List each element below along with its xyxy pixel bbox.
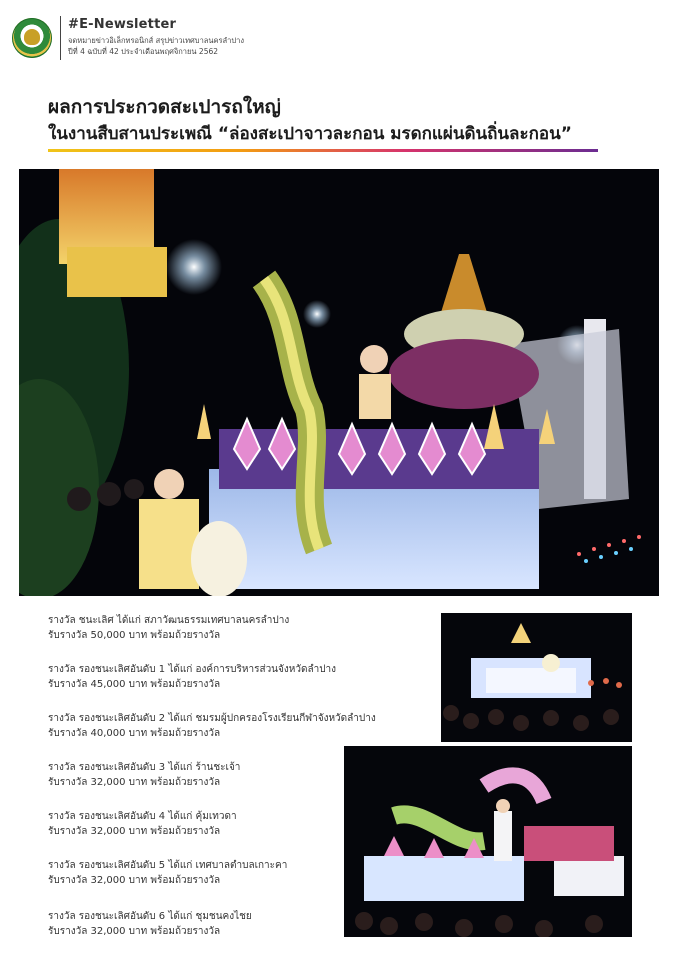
award-prize: รับรางวัล 32,000 บาท พร้อมถ้วยรางวัล bbox=[48, 777, 221, 788]
thumbnail-illustration bbox=[344, 746, 632, 937]
float-thumbnail-1 bbox=[441, 613, 632, 742]
award-item bbox=[48, 909, 252, 939]
headline-primary: ผลการประกวดสะเปารถใหญ่ bbox=[48, 96, 281, 118]
award-title: รางวัล รองชนะเลิศอันดับ 6 ได้แก่ ชุมชนคงไชย bbox=[48, 911, 252, 922]
newsletter-header bbox=[0, 0, 680, 70]
float-photo-illustration bbox=[19, 169, 659, 596]
award-title: รางวัล รองชนะเลิศอันดับ 2 ได้แก่ ชมรมผู้ปกครองโรงเรียนกีฬาจังหวัดลำปาง bbox=[48, 713, 376, 724]
award-item bbox=[48, 760, 240, 790]
headline-secondary: ในงานสืบสานประเพณี “ล่องสะเปาจาวละกอน มรดกแผ่นดินถิ่นละกอน” bbox=[48, 124, 572, 144]
header-divider bbox=[60, 16, 61, 60]
newsletter-issue: ปีที่ 4 ฉบับที่ 42 ประจำเดือนพฤศจิกายน 2562 bbox=[68, 47, 219, 56]
award-item bbox=[48, 858, 287, 888]
award-item bbox=[48, 809, 237, 839]
award-title: รางวัล รองชนะเลิศอันดับ 5 ได้แก่ เทศบาลตำบลเกาะคา bbox=[48, 860, 288, 871]
award-prize: รับรางวัล 32,000 บาท พร้อมถ้วยรางวัล bbox=[48, 875, 221, 886]
award-prize: รับรางวัล 40,000 บาท พร้อมถ้วยรางวัล bbox=[48, 728, 221, 739]
award-prize: รับรางวัล 45,000 บาท พร้อมถ้วยรางวัล bbox=[48, 679, 221, 690]
award-item bbox=[48, 711, 376, 741]
award-title: รางวัล รองชนะเลิศอันดับ 3 ได้แก่ ร้านชะเจ้า bbox=[48, 762, 241, 773]
city-seal-icon bbox=[12, 18, 52, 58]
award-prize: รับรางวัล 32,000 บาท พร้อมถ้วยรางวัล bbox=[48, 926, 221, 937]
newsletter-title: #E-Newsletter bbox=[68, 17, 177, 32]
thumbnail-illustration bbox=[441, 613, 632, 742]
award-item bbox=[48, 613, 289, 643]
newsletter-subtitle: จดหมายข่าวอิเล็กทรอนิกส์ สรุปข่าวเทศบาลนครลำปาง bbox=[68, 36, 244, 45]
award-title: รางวัล รองชนะเลิศอันดับ 1 ได้แก่ องค์การบริหารส่วนจังหวัดลำปาง bbox=[48, 664, 337, 675]
main-float-photo bbox=[19, 169, 659, 596]
award-item bbox=[48, 662, 336, 692]
award-prize: รับรางวัล 32,000 บาท พร้อมถ้วยรางวัล bbox=[48, 826, 221, 837]
award-prize: รับรางวัล 50,000 บาท พร้อมถ้วยรางวัล bbox=[48, 630, 221, 641]
award-title: รางวัล รองชนะเลิศอันดับ 4 ได้แก่ คุ้มเทวดา bbox=[48, 811, 237, 822]
float-thumbnail-2 bbox=[344, 746, 632, 937]
headline-gradient-rule bbox=[48, 149, 598, 152]
award-title: รางวัล ชนะเลิศ ได้แก่ สภาวัฒนธรรมเทศบาลนครลำปาง bbox=[48, 615, 290, 626]
